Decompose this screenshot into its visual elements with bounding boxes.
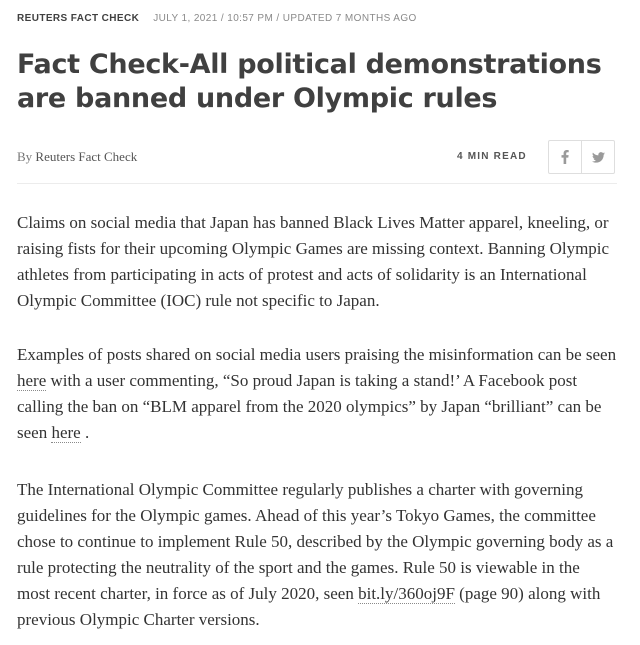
paragraph-text: Examples of posts shared on social media users praising the misinformation can be seen (17, 345, 617, 364)
paragraph-2 (17, 342, 617, 446)
charter-link[interactable]: bit.ly/360oj9F (358, 584, 455, 603)
share-twitter-button[interactable] (581, 141, 614, 173)
byline-prefix: By (17, 149, 33, 164)
publish-meta: JULY 1, 2021 / 10:57 PM / UPDATED 7 MONTHS AGO (153, 13, 417, 24)
byline (17, 149, 137, 165)
share-buttons (548, 140, 615, 174)
article-kicker (17, 13, 417, 24)
paragraph-text: with a user commenting, “So proud Japan is taking a stand!’ A Facebook post calling the ban on “BLM apparel from the 2020 olympics” by Japan “brilliant” can be seen (17, 371, 602, 442)
paragraph-text: The International Olympic Committee regularly publishes a charter with governing guidelines for the Olympic games. Ahead of this year’s Tokyo Games, the committee chose to continue to implement Rule 50, described by the Olympic governing body as a rule protecting the neutrality of the sport and the games. Rule 50 is viewable in the most recent charter, in force as of July 2020, seen (17, 480, 614, 603)
share-facebook-button[interactable] (549, 141, 581, 173)
paragraph-text: . (80, 423, 90, 442)
twitter-icon (592, 152, 605, 163)
article-headline: Fact Check-All political demonstrations are banned under Olympic rules (17, 49, 602, 114)
facebook-icon (561, 150, 569, 164)
here-link-1[interactable]: here (17, 371, 47, 390)
header-divider (17, 183, 617, 184)
byline-author[interactable]: Reuters Fact Check (35, 149, 138, 164)
section-label[interactable]: REUTERS FACT CHECK (17, 13, 140, 24)
here-link-2[interactable]: here (51, 423, 81, 442)
paragraph-text: (page 90) along with previous Olympic Charter versions. (17, 584, 601, 629)
paragraph-1: Claims on social media that Japan has banned Black Lives Matter apparel, kneeling, or raising fists for their upcoming Olympic Games are missing context. Banning Olympic athletes from participating in acts of protest and acts of solidarity is an International Olympic Committee (IOC) rule not specific to Japan. (17, 213, 610, 310)
paragraph-3 (17, 477, 617, 633)
read-time: 4 MIN READ (457, 151, 527, 162)
